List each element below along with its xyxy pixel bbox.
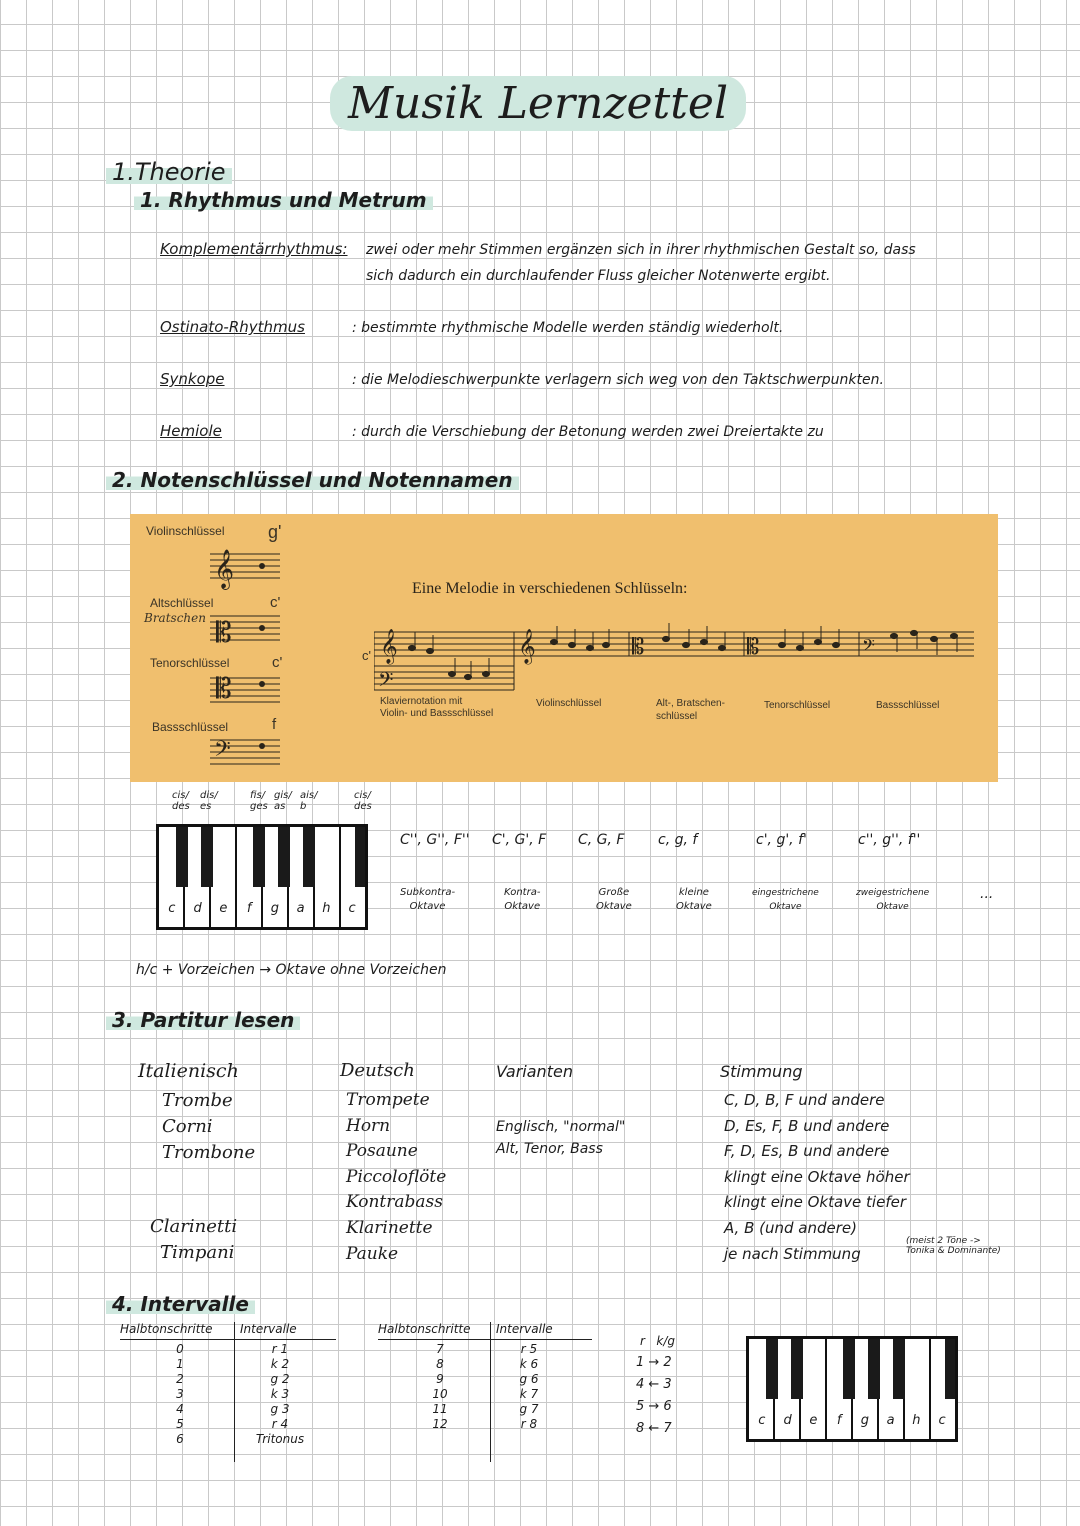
intervals-column: r 1 k 2 g 2 k 3 g 3 r 4 Tritonus bbox=[255, 1342, 305, 1446]
key-label: f bbox=[836, 1413, 842, 1428]
melody-caption: Alt-, Bratschen- bbox=[656, 698, 725, 709]
svg-text:𝄞: 𝄞 bbox=[518, 629, 536, 664]
section-score-heading: 3. Partitur lesen bbox=[106, 1008, 300, 1032]
key-label: c bbox=[758, 1413, 766, 1428]
definition-term: Hemiole bbox=[160, 422, 222, 440]
key-label: e bbox=[219, 901, 228, 916]
page-title: Musik Lernzettel bbox=[330, 78, 746, 129]
clef-label: Violinschlüssel bbox=[146, 524, 225, 538]
tuning: klingt eine Oktave höher bbox=[724, 1167, 910, 1186]
definition-term: Komplementärrhythmus: bbox=[160, 240, 348, 258]
tuning: F, D, Es, B und andere bbox=[724, 1142, 890, 1161]
italian-column bbox=[162, 1088, 255, 1166]
interval-table-header: Intervalle bbox=[496, 1322, 553, 1336]
section-rhythm-heading: 1. Rhythmus und Metrum bbox=[134, 188, 433, 212]
tuning: C, D, B, F und andere bbox=[724, 1091, 885, 1109]
italian-name: Corni bbox=[162, 1116, 213, 1137]
key-label: e bbox=[809, 1413, 818, 1428]
key-label: c bbox=[348, 901, 356, 916]
octave-notes: C'', G'', F'' bbox=[400, 832, 470, 848]
intervals-column: r 5 k 6 g 6 k 7 g 7 r 8 bbox=[519, 1342, 539, 1431]
key-label: c bbox=[938, 1413, 946, 1428]
definition-text: : bestimmte rhythmische Modelle werden ständig wiederholt. bbox=[352, 320, 784, 336]
octave-name: Kontra- Oktave bbox=[504, 887, 541, 912]
italian-name: Trombe bbox=[162, 1090, 233, 1111]
accidental-label: cis/ des bbox=[172, 790, 190, 812]
mapping-head: r k/g bbox=[640, 1334, 675, 1348]
column-header-italian: Italienisch bbox=[138, 1060, 239, 1082]
italian-name: Trombone bbox=[162, 1142, 256, 1163]
accidental-label: fis/ ges bbox=[250, 790, 268, 812]
steps-column: 0 1 2 3 4 5 6 bbox=[176, 1342, 184, 1446]
section-clefs-heading: 2. Notenschlüssel und Notennamen bbox=[106, 468, 519, 492]
melody-caption: Klaviernotation mit bbox=[380, 696, 463, 707]
tuning: D, Es, F, B und andere bbox=[724, 1116, 890, 1135]
clef-photo bbox=[130, 514, 998, 782]
octave-name: kleine Oktave bbox=[676, 887, 712, 912]
clef-note: g' bbox=[268, 522, 282, 542]
svg-text:𝄢: 𝄢 bbox=[214, 737, 231, 767]
svg-text:𝄡: 𝄡 bbox=[632, 635, 645, 660]
clef-label: Altschlüssel bbox=[150, 596, 214, 610]
german-name: Horn bbox=[346, 1115, 391, 1136]
svg-text:𝄞: 𝄞 bbox=[380, 629, 398, 664]
german-name: Klarinette bbox=[346, 1217, 433, 1238]
c-mark: c' bbox=[362, 648, 371, 663]
definition-text: sich dadurch ein durchlaufender Fluss gleicher Notenwerte ergibt. bbox=[366, 268, 831, 284]
key-label: h bbox=[912, 1413, 921, 1428]
clef-label: Tenorschlüssel bbox=[150, 656, 230, 670]
key-label: d bbox=[783, 1413, 792, 1428]
melody-caption: Tenorschlüssel bbox=[764, 700, 831, 711]
german-name: Trompete bbox=[346, 1090, 430, 1110]
svg-text:𝄢: 𝄢 bbox=[378, 668, 394, 696]
melody-staves bbox=[374, 622, 984, 702]
accidental-label: ais/ b bbox=[300, 790, 318, 812]
tuning-footnote: (meist 2 Töne -> Tonika & Dominante) bbox=[906, 1236, 1001, 1256]
clef-label: Bassschlüssel bbox=[152, 720, 229, 734]
mapping-rows: 1 → 2 4 ← 3 5 → 6 8 ← 7 bbox=[636, 1355, 672, 1436]
svg-text:𝄡: 𝄡 bbox=[747, 635, 760, 660]
definition-term: Synkope bbox=[160, 370, 225, 388]
column-header-tuning: Stimmung bbox=[720, 1062, 803, 1081]
definition-term: Ostinato-Rhythmus bbox=[160, 318, 305, 336]
clef-note: f bbox=[272, 716, 277, 733]
table-divider bbox=[234, 1322, 235, 1462]
svg-text:𝄡: 𝄡 bbox=[216, 672, 232, 705]
key-label: c bbox=[168, 901, 176, 916]
german-name: Kontrabass bbox=[346, 1192, 443, 1213]
interval-table-header: Halbtonschritte bbox=[378, 1322, 471, 1336]
svg-text:𝄡: 𝄡 bbox=[216, 616, 232, 649]
key-label: f bbox=[246, 901, 252, 916]
svg-text:𝄞: 𝄞 bbox=[214, 549, 235, 589]
clef-note: c' bbox=[272, 654, 283, 671]
melody-title: Eine Melodie in verschiedenen Schlüsseln: bbox=[412, 580, 688, 597]
melody-caption: Violinschlüssel bbox=[536, 698, 602, 709]
variants-column bbox=[496, 1116, 625, 1160]
clef-note: c' bbox=[270, 594, 281, 611]
tuning-column bbox=[724, 1088, 910, 1267]
octave-name: Subkontra- Oktave bbox=[400, 887, 456, 912]
german-name: Pauke bbox=[346, 1243, 399, 1264]
melody-caption: Violin- und Bassschlüssel bbox=[380, 708, 494, 719]
german-column bbox=[346, 1088, 446, 1267]
italian-name: Timpani bbox=[160, 1242, 235, 1263]
octave-name: zweigestrichene Oktave bbox=[856, 888, 930, 912]
german-name: Posaune bbox=[346, 1141, 418, 1162]
octave-notes: C, G, F bbox=[578, 832, 625, 848]
accidental-label: cis/ des bbox=[354, 790, 372, 812]
table-divider bbox=[378, 1339, 592, 1340]
octave-more: ... bbox=[980, 886, 994, 902]
column-header-german: Deutsch bbox=[340, 1060, 415, 1081]
definition-text: : die Melodieschwerpunkte verlagern sich weg von den Taktschwerpunkten. bbox=[352, 372, 884, 388]
clef-staves bbox=[210, 544, 290, 774]
section-intervals-heading: 4. Intervalle bbox=[106, 1292, 255, 1316]
variant: Englisch, "normal" bbox=[496, 1119, 626, 1135]
melody-caption: schlüssel bbox=[656, 711, 698, 722]
hc-note: h/c + Vorzeichen → Oktave ohne Vorzeichen bbox=[136, 962, 447, 978]
interval-table-header: Intervalle bbox=[240, 1322, 297, 1336]
piano-keyboard bbox=[156, 824, 368, 930]
steps-column: 7 8 9 10 11 12 bbox=[432, 1342, 448, 1431]
variant: Alt, Tenor, Bass bbox=[496, 1141, 603, 1157]
section-theory-heading: 1.Theorie bbox=[106, 158, 232, 186]
clef-annotation: Bratschen bbox=[144, 611, 206, 625]
tuning: A, B (und andere) bbox=[724, 1218, 857, 1237]
definition-text: zwei oder mehr Stimmen ergänzen sich in ihrer rhythmischen Gestalt so, dass bbox=[366, 242, 916, 258]
key-label: h bbox=[322, 901, 331, 916]
italian-name: Clarinetti bbox=[150, 1216, 238, 1237]
key-label: a bbox=[296, 901, 305, 916]
octave-notes: C', G', F bbox=[492, 832, 547, 848]
italian-column-2 bbox=[150, 1214, 237, 1266]
octave-notes: c, g, f bbox=[658, 832, 698, 848]
piano-keyboard-2 bbox=[746, 1336, 958, 1442]
accidental-label: dis/ es bbox=[200, 790, 218, 812]
octave-notes: c', g', f' bbox=[756, 832, 807, 848]
svg-text:𝄢: 𝄢 bbox=[862, 635, 875, 659]
melody-caption: Bassschlüssel bbox=[876, 700, 940, 711]
octave-name: eingestrichene Oktave bbox=[752, 888, 819, 912]
definition-text: : durch die Verschiebung der Betonung werden zwei Dreiertakte zu bbox=[352, 424, 824, 440]
key-label: g bbox=[860, 1413, 869, 1428]
interval-table-header: Halbtonschritte bbox=[120, 1322, 213, 1336]
octave-notes: c'', g'', f'' bbox=[858, 832, 921, 848]
octave-name: Große Oktave bbox=[596, 887, 632, 912]
table-divider bbox=[490, 1322, 491, 1462]
key-label: a bbox=[886, 1413, 895, 1428]
column-header-variants: Varianten bbox=[496, 1062, 573, 1081]
tuning: klingt eine Oktave tiefer bbox=[724, 1193, 906, 1212]
key-label: d bbox=[193, 901, 202, 916]
german-name: Piccoloflöte bbox=[346, 1166, 447, 1187]
table-divider bbox=[120, 1339, 336, 1340]
tuning: je nach Stimmung bbox=[724, 1244, 861, 1263]
accidental-label: gis/ as bbox=[274, 790, 292, 812]
key-label: g bbox=[270, 901, 279, 916]
